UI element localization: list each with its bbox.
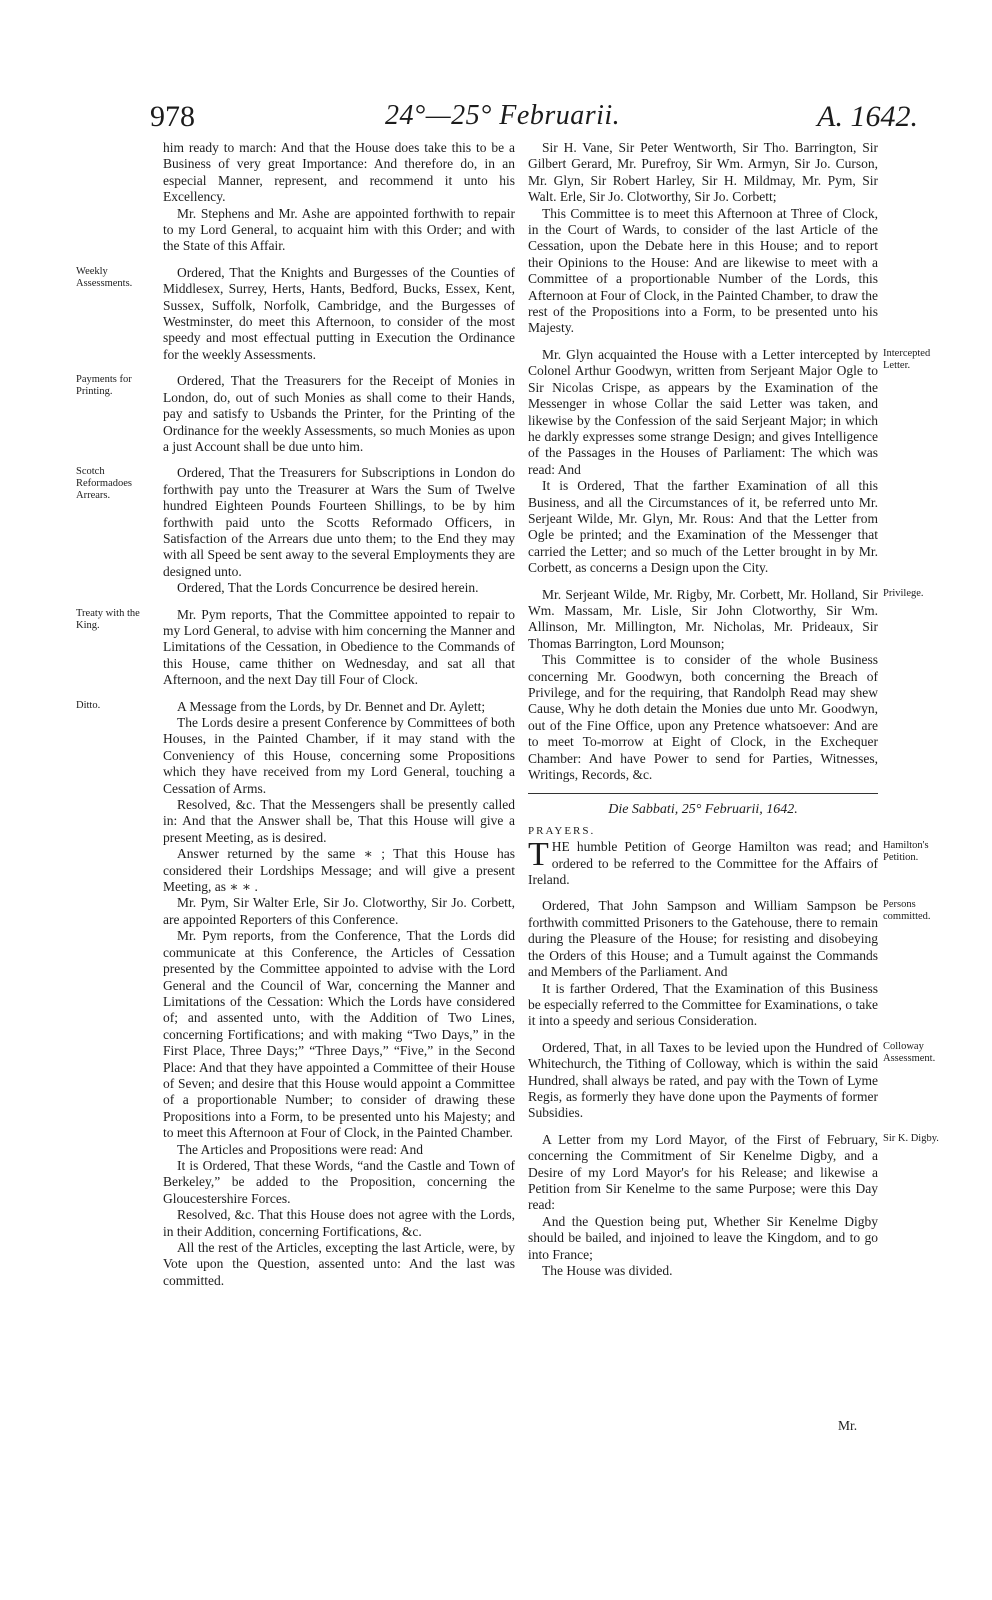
paragraph-gap	[528, 1030, 878, 1040]
entry-text: All the rest of the Articles, excepting the last Article, were, by Vote upon the Question, assented unto: And the last was committed.	[163, 1240, 515, 1288]
margin-note: Ditto.	[76, 699, 101, 711]
journal-entry	[528, 981, 878, 1030]
journal-entry	[76, 698, 515, 715]
right-column-entries	[528, 140, 931, 783]
journal-entry	[163, 846, 515, 895]
journal-entry	[76, 465, 515, 580]
margin-note: Hamilton's Petition.	[883, 840, 929, 864]
paragraph-gap	[528, 337, 878, 347]
entry-text: It is Ordered, That these Words, “and the Castle and Town of Berkeley,” be added to the Proposition, concerning the Gloucestershire Forces.	[163, 1157, 515, 1206]
journal-entry	[76, 373, 515, 455]
margin-note: Persons committed.	[883, 899, 931, 923]
entry-text: The Articles and Propositions were read: And	[177, 1141, 423, 1157]
journal-entry	[163, 1240, 515, 1289]
journal-entry	[528, 898, 931, 980]
page-header	[150, 100, 918, 140]
entry-text: Ordered, That the Knights and Burgesses of the Counties of Middlesex, Surrey, Herts, Hants, Bedford, Bucks, Essex, Kent, Sussex, Suffolk, Norfolk, Cambridge, and the Burgesses of Westminster, do meet this Afternoon, to consider of the most speedy and most effectual putting in Execution the Ordinance for the weekly Assessments.	[163, 264, 515, 362]
entry-text: Mr. Stephens and Mr. Ashe are appointed forthwith to repair to my Lord General, to acquaint him with this Order; and with the State of this Affair.	[163, 205, 515, 254]
journal-entry	[528, 1214, 878, 1263]
margin-note: Privilege.	[883, 587, 924, 599]
entry-text: This Committee is to consider of the whole Business concerning Mr. Goodwyn, both concerning the Breach of Privilege, and for the requiring, that Randolph Read may shew Cause, Why he doth detain the Monies due unto Mr. Goodwyn, out of the Fine Office, upon any Pretence whatsoever: And are to meet To-morrow at Eight of Clock, in the Exchequer Chamber: And have Power to send for Parties, Witnesses, Writings, Records, &c.	[528, 652, 878, 783]
entry-text: HE humble Petition of George Hamilton was read; and ordered to be referred to the Committee for the Affairs of Ireland.	[528, 839, 878, 888]
entry-text: And the Question being put, Whether Sir Kenelme Digby should be bailed, and injoined to leave the Kingdom, and to go into France;	[528, 1213, 878, 1262]
journal-entry	[163, 140, 515, 206]
journal-entry	[163, 797, 515, 846]
entry-text: Ordered, That, in all Taxes to be levied upon the Hundred of Whitechurch, the Tithing of Colloway, which is within the said Hundred, shall always be rated, and pay with the Town of Lyme Regis, as formerly they have done upon the Payments of former Subsidies.	[528, 1039, 878, 1121]
entry-text: A Letter from my Lord Mayor, of the First of February, concerning the Commitment of Sir Kenelme Digby, and a Desire of my Lord Mayor's for his Release; and likewise a Petition from Sir Kenelme to the same Purpose; were this Day read:	[528, 1131, 878, 1213]
journal-entry	[528, 652, 878, 783]
entry-text: Mr. Glyn acquainted the House with a Letter intercepted by Colonel Arthur Goodwyn, written from Serjeant Major Ogle to Sir Nicolas Crispe, as appears by the Examination of the Messenger in whose Collar the said Letter was taken, and likewise by the Confession of the said Serjeant Major; in which he darkly expresses some strange Design; and gives Intelligence of the Passages in the Houses of Parliament: The which was read: And	[528, 346, 878, 477]
journal-entry	[528, 1263, 878, 1279]
journal-entry	[76, 264, 515, 363]
entry-text: This Committee is to meet this Afternoon at Three of Clock, in the Court of Wards, to consider of the last Article of the Cessation, upon the Debate here in this House; and to report their Opinions to the House: And are likewise to meet with a Committee of a proportionable Number of the Lords, this Afternoon at Four of Clock, in the Painted Chamber, to draw the rest of the Propositions into a Form, to be presented unto his Majesty.	[528, 205, 878, 336]
margin-note: Treaty with the King.	[76, 607, 140, 631]
journal-entry	[163, 715, 515, 797]
page-number: 978	[150, 100, 195, 133]
margin-note: Weekly Assessments.	[76, 265, 133, 289]
entry-text: Sir H. Vane, Sir Peter Wentworth, Sir Tho. Barrington, Sir Gilbert Gerard, Mr. Purefroy, Sir Wm. Armyn, Sir Jo. Curson, Mr. Glyn, Sir Robert Harley, Sir H. Mildmay, Mr. Pym, Sir Walt. Erle, Sir Jo. Clotworthy, Sir Jo. Corbett;	[528, 140, 878, 205]
left-column	[76, 140, 515, 1289]
paragraph-gap	[528, 1122, 878, 1132]
journal-entry	[528, 140, 878, 206]
paragraph-gap	[163, 455, 515, 465]
journal-entry	[528, 346, 931, 478]
entry-text: It is Ordered, That the farther Examination of all this Business, and all the Circumstances of it, be referred unto Mr. Serjeant Wilde, Mr. Glyn, Mr. Rous: And that the Letter from Ogle be printed; and the Examination of the Messenger that carried the Letter; and so much of the Letter brought in by Mr. Corbett, as concerns a Design upon the City.	[528, 478, 878, 576]
journal-entry	[528, 478, 878, 576]
entry-text: Ordered, That the Lords Concurrence be desired herein.	[177, 580, 479, 596]
journal-entry	[528, 206, 878, 337]
margin-note: Colloway Assessment.	[883, 1040, 936, 1064]
journal-entry	[163, 206, 515, 255]
drop-cap: T	[528, 836, 549, 874]
paragraph-gap	[163, 363, 515, 373]
journal-entry	[163, 1142, 515, 1158]
journal-entry	[76, 606, 515, 689]
entry-text: Ordered, That the Treasurers for the Receipt of Monies in London, do, out of such Monies as shall come to their Hands, pay and satisfy to Usbands the Printer, for the Printing of the Ordinance for the weekly Assessments, so much Monies as upon a just Account shall be due unto him.	[163, 373, 515, 454]
right-column	[528, 140, 939, 1279]
entry-text: Mr. Pym, Sir Walter Erle, Sir Jo. Clotworthy, Sir Jo. Corbett, are appointed Reporters of this Conference.	[163, 895, 515, 927]
catchword: Mr.	[838, 1418, 858, 1433]
running-date: 24°—25° Februarii.	[385, 100, 621, 131]
journal-entry	[528, 1039, 936, 1122]
margin-note: Sir K. Digby.	[883, 1132, 939, 1144]
paragraph-gap	[528, 577, 878, 587]
entry-text: Answer returned by the same ∗ ; That this House has considered their Lordships Message; and will give a present Meeting, as ∗ ∗ .	[163, 846, 515, 895]
entry-text: A Message from the Lords, by Dr. Bennet and Dr. Aylett;	[177, 698, 486, 714]
entry-text: Mr. Pym reports, That the Committee appointed to repair to my Lord General, to advise with him concerning the Manner and Limitations of the Cessation, in Obedience to the Commands of this House, came thither on Wednesday, and sat all that Afternoon, and the next Day till Four of Clock.	[163, 606, 515, 688]
journal-entry	[163, 580, 515, 596]
journal-entry	[163, 895, 515, 928]
entry-text: Mr. Serjeant Wilde, Mr. Rigby, Mr. Corbett, Mr. Holland, Sir Wm. Massam, Mr. Lisle, Sir John Clotworthy, Sir Wm. Allinson, Mr. Millington, Mr. Nicholas, Mr. Prideaux, Sir Thomas Barrington, Lord Mounson;	[528, 586, 878, 651]
margin-note: Intercepted Letter.	[883, 347, 931, 371]
hamilton-petition-entry	[528, 836, 929, 888]
paragraph-gap	[163, 689, 515, 699]
day-heading: Die Sabbati, 25° Februarii, 1642.	[608, 802, 798, 818]
journal-entry	[163, 928, 515, 1141]
entry-text: him ready to march: And that the House does take this to be a Business of very great Importance: And therefore do, in an especial Manner, represent, and recommend it unto his Excellency.	[163, 140, 515, 205]
running-year: A. 1642.	[817, 100, 918, 133]
entry-text: Resolved, &c. That the Messengers shall be presently called in: And that the Answer shall be, That this House will give a present Meeting, as is desired.	[163, 797, 515, 845]
journal-entry	[163, 1158, 515, 1207]
prayers-label: PRAYERS.	[528, 824, 596, 837]
paragraph-gap	[163, 255, 515, 265]
entry-text: Ordered, That John Sampson and William Sampson be forthwith committed Prisoners to the Gatehouse, there to remain during the Pleasure of the House; for resisting and disobeying the Orders of this House; and a Tumult against the Commands and Members of the Parliament. And	[528, 898, 878, 980]
margin-note: Scotch Reformadoes Arrears.	[76, 466, 132, 502]
entry-text: It is farther Ordered, That the Examination of this Business be especially referred to the Committee for Examinations, o take it into a speedy and serious Consideration.	[528, 980, 878, 1029]
entry-text: Mr. Pym reports, from the Conference, That the Lords did communicate at this Conference, the Articles of Cessation presented by the Committee appointed to advise with the Lord General and the Council of War, concerning the Manner and Limitations of the Cessation: Which the Lords have considered of; and assented unto, with the Addition of Two Lines, concerning Fortifications; and with making “Two Days,” in the First Place, Three Days;” “Three Days,” “Five,” in the Second Place: And that they have appointed a Committee of their House of Seven; and desire that this House would appoint a Committee of a proportionable Number; to consider of drawing these Propositions into a Form, to be presented unto his Majesty; and to meet this Afternoon at Four of Clock, in the Painted Chamber.	[163, 928, 515, 1141]
paragraph-gap	[528, 888, 878, 898]
margin-note: Payments for Printing.	[76, 374, 132, 398]
journal-entry	[163, 1207, 515, 1240]
entry-text: Ordered, That the Treasurers for Subscriptions in London do forthwith pay unto the Treasurer at Wars the Sum of Twelve hundred Eighteen Pounds Fourteen Shillings, to be by him forthwith paid unto the Scotts Reformado Officers, in Satisfaction of the Arrears due unto them; to the End they may with all Speed be sent away to the several Employments they are designed unto.	[163, 465, 515, 579]
right-column-entries-day-two	[528, 888, 939, 1279]
section-rule	[528, 793, 878, 794]
journal-entry	[528, 586, 924, 653]
entry-text: The House was divided.	[542, 1263, 673, 1278]
entry-text: Resolved, &c. That this House does not agree with the Lords, in their Addition, concerning Fortifications, &c.	[163, 1207, 515, 1239]
journal-entry	[528, 1131, 939, 1214]
entry-text: The Lords desire a present Conference by Committees of both Houses, in the Painted Chamber, if it may stand with the Conveniency of this House, concerning some Propositions which they have received from my Lord General, touching a Cessation of Arms.	[163, 715, 515, 796]
paragraph-gap	[163, 597, 515, 607]
